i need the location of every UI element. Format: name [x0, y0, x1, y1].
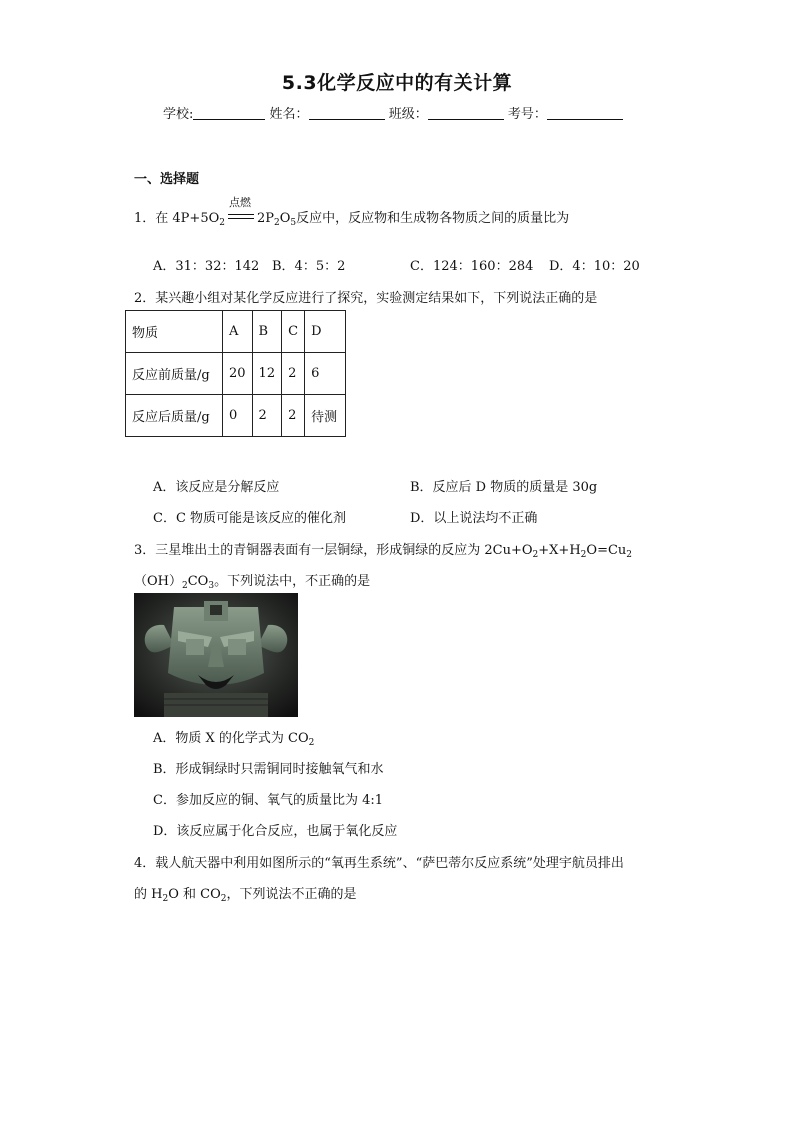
table-cell: 反应后质量/g: [126, 395, 223, 437]
school-label: 学校:: [163, 107, 194, 122]
table-cell: 0: [223, 395, 253, 437]
table-cell: 2: [282, 353, 305, 395]
question-2-stem: 2．某兴趣小组对某化学反应进行了探究，实验测定结果如下，下列说法正确的是: [134, 291, 598, 306]
q2-option-a[interactable]: A．该反应是分解反应: [153, 480, 280, 495]
student-info-line: [163, 103, 623, 122]
table-cell: 物质: [126, 311, 223, 353]
table-row: [126, 353, 346, 395]
table-row: [126, 395, 346, 437]
name-label: 姓名：: [269, 107, 309, 122]
q3-option-a[interactable]: A．物质 X 的化学式为 $CO_2$: [153, 731, 315, 748]
question-1-stem: 1．在 $4P+5O_2$ 点燃 $2P_2O_5$反应中，反应物和生成物各物质之间的质量比为: [134, 196, 570, 228]
table-cell: 12: [252, 353, 282, 395]
table-cell: 6: [305, 353, 346, 395]
table-cell: D: [305, 311, 346, 353]
q2-option-c[interactable]: C．C 物质可能是该反应的催化剂: [153, 511, 347, 526]
section-heading: 一、选择题: [134, 172, 200, 187]
q3-option-b[interactable]: B．形成铜绿时只需铜同时接触氧气和水: [153, 762, 384, 777]
table-cell: 待测: [305, 395, 346, 437]
q1-option-b[interactable]: B．4：5：2: [272, 259, 346, 274]
table-cell: B: [252, 311, 282, 353]
question-4-stem-line-1: 4．载人航天器中利用如图所示的“氧再生系统”、“萨巴蒂尔反应系统”处理宇航员排出: [134, 856, 624, 871]
reaction-condition: 点燃: [228, 196, 251, 209]
mass-data-table: [125, 310, 346, 437]
q2-option-b[interactable]: B．反应后 D 物质的质量是 30g: [410, 480, 598, 495]
table-cell: A: [223, 311, 253, 353]
q1-option-d[interactable]: D．4：10：20: [549, 259, 640, 274]
class-label: 班级：: [388, 107, 428, 122]
school-blank[interactable]: [193, 107, 265, 120]
table-cell: 反应前质量/g: [126, 353, 223, 395]
class-blank[interactable]: [428, 107, 504, 120]
q3-option-d[interactable]: D．该反应属于化合反应，也属于氧化反应: [153, 824, 398, 839]
table-cell: 20: [223, 353, 253, 395]
question-3-stem-line-1: 3．三星堆出土的青铜器表面有一层铜绿，形成铜绿的反应为 $2Cu+O_2+X+H_2O=Cu_2$: [134, 543, 633, 560]
exam-no-label: 考号：: [507, 107, 547, 122]
q1-option-c[interactable]: C．124：160：284: [410, 259, 534, 274]
question-3-stem-line-2: $(OH)_2CO_3$。下列说法中，不正确的是: [134, 574, 371, 591]
page-title: 5.3化学反应中的有关计算: [281, 72, 513, 94]
bronze-mask-image: [134, 593, 298, 717]
exam-no-blank[interactable]: [547, 107, 623, 120]
table-cell: 2: [252, 395, 282, 437]
reaction-arrow: [225, 196, 257, 226]
question-4-stem-line-2: 的 $H_2O$ 和 $CO_2$，下列说法不正确的是: [134, 887, 357, 904]
table-header-row: [126, 311, 346, 353]
q1-option-a[interactable]: A．31：32：142: [153, 259, 260, 274]
table-cell: C: [282, 311, 305, 353]
q3-option-c[interactable]: C．参加反应的铜、氧气的质量比为 4:1: [153, 793, 384, 808]
name-blank[interactable]: [309, 107, 385, 120]
table-cell: 2: [282, 395, 305, 437]
q2-option-d[interactable]: D．以上说法均不正确: [410, 511, 538, 526]
bronze-mask-photo: [134, 593, 298, 717]
